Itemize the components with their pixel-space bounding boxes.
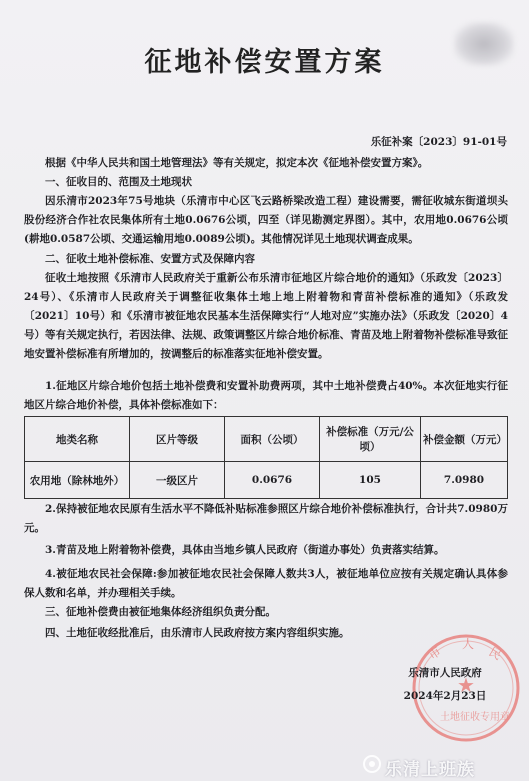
svg-text:★: ★ — [457, 673, 475, 697]
table-row — [25, 462, 508, 499]
signing-date: 2024年2月23日 — [403, 690, 487, 702]
document-number: 乐征补案〔2023〕91-01号 — [370, 136, 507, 148]
table-header-cell: 区片等级 — [130, 417, 225, 462]
table-cell: 一级区片 — [130, 462, 225, 499]
table-header-cell: 面积（公顷） — [225, 417, 320, 462]
item4-paragraph: 4.被征地农民社会保障:参加被征地农民社会保障人数共3人，被征地单位应按有关规定确认具体参保人数和名单，并办理相关手续。 — [24, 568, 508, 599]
svg-text:人: 人 — [462, 637, 475, 651]
item2-paragraph: 2.保持被征地农民原有生活水平不降低补贴标准参照区片综合地价补偿标准执行，合计共7.0980万元。 — [24, 503, 508, 534]
svg-text:土地征收专用章: 土地征收专用章 — [440, 712, 510, 723]
table-cell: 0.0676 — [225, 462, 320, 499]
section2-body: 征收土地按照《乐清市人民政府关于重新公布乐清市征地区片综合地价的通知》（乐政发〔2023〕24号）、《乐清市人民政府关于调整征收集体土地上地上附着物和青苗补偿标准的通知》（乐政发〔2021〕10号）和《乐清市被征地农民基本生活保障实行“人地对应”实施办法》（乐政发〔2020〕4号）等有关规定执行，若因法律、法规、政策调整区片综合地价标准、青苗及地上附着物补偿标准导致征地安置补偿标准有所增加的，按调整后的标准落实征地补偿安置。 — [24, 272, 508, 360]
item1-paragraph: 1.征地区片综合地价包括土地补偿费和安置补助费两项，其中土地补偿费占40%。本次征地实行征地区片综合地价补偿，具体补偿标准如下： — [24, 380, 508, 411]
watermark-text: 乐清上班族 — [385, 760, 475, 780]
table-header-cell: 补偿标准（万元/公顷） — [320, 417, 421, 462]
signer-name: 乐清市人民政府 — [408, 667, 482, 679]
document-title: 征地补偿安置方案 — [144, 47, 385, 78]
table-cell: 农用地（除林地外） — [25, 462, 130, 499]
section3-paragraph: 三、征地补偿费由被征地集体经济组织负责分配。 — [45, 606, 276, 618]
section2-heading: 二、征收土地补偿标准、安置方式及保障内容 — [45, 253, 255, 265]
table-header-cell: 地类名称 — [25, 417, 130, 462]
section1-body: 因乐清市2023年75号地块（乐清市中心区飞云路桥梁改造工程）建设需要，需征收城东街道坝头股份经济合作社农民集体所有土地0.0676公顷，四至（详见勘测定界图）。其中，农用地0.0676公顷(耕地0.0587公顷、交通运输用地0.0089公顷)。其他情况详见土地现状调查成果。 — [24, 195, 508, 245]
table-header-cell: 补偿金额（万元） — [421, 417, 508, 462]
intro-paragraph: 根据《中华人民共和国土地管理法》等有关规定，拟定本次《征地补偿安置方案》。 — [45, 157, 429, 169]
svg-text:市: 市 — [425, 644, 444, 663]
table-cell: 7.0980 — [421, 462, 508, 499]
compensation-table — [24, 416, 508, 499]
svg-text:民: 民 — [486, 644, 504, 663]
section1-heading: 一、征收目的、范围及土地现状 — [45, 176, 192, 188]
item3-paragraph: 3.青苗及地上附着物补偿费，具体由当地乡镇人民政府（街道办事处）负责落实结算。 — [45, 544, 445, 556]
section4-paragraph: 四、土地征收经批准后，由乐清市人民政府按方案内容组织实施。 — [45, 627, 350, 639]
table-cell: 105 — [320, 462, 421, 499]
table-header-row — [25, 417, 508, 462]
watermark-logo-icon — [362, 754, 382, 774]
